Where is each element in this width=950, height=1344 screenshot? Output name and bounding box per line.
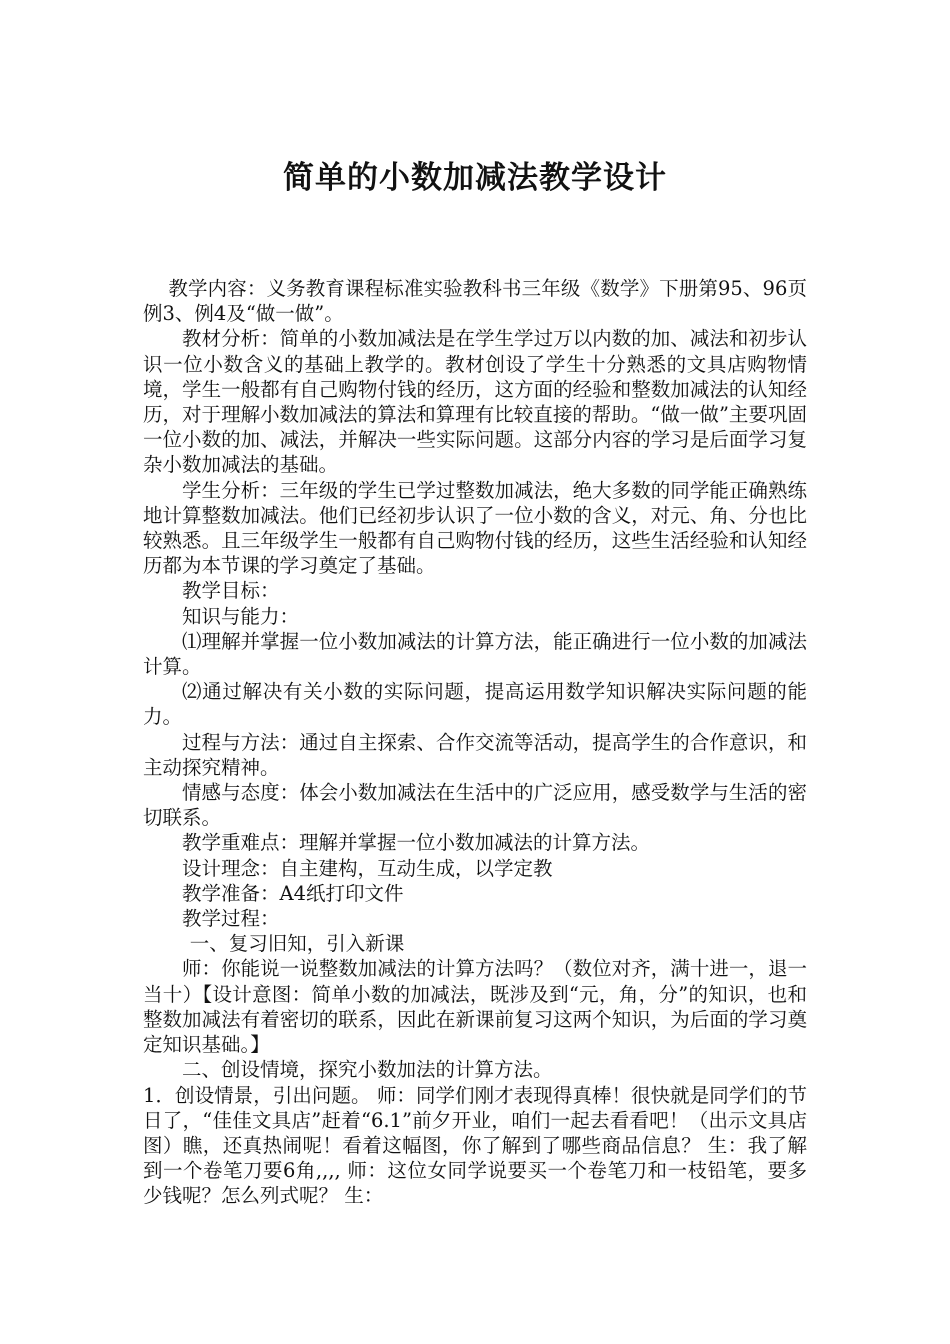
paragraph-emotion-attitude: 情感与态度：体会小数加减法在生活中的广泛应用，感受数学与生活的密切联系。: [143, 781, 807, 830]
paragraph-teaching-process: 教学过程：: [182, 907, 280, 931]
paragraph-process-method: 过程与方法：通过自主探索、合作交流等活动，提高学生的合作意识，和主动探究精神。: [143, 730, 807, 779]
paragraph-section-1: 一、复习旧知，引入新课: [189, 932, 405, 956]
paragraph-goal-1: ⑴理解并掌握一位小数加减法的计算方法，能正确进行一位小数的加减法计算。: [143, 629, 807, 679]
paragraph-section-2: 二、创设情境，探究小数加法的计算方法。: [182, 1058, 553, 1082]
document-title: 简单的小数加减法教学设计: [283, 160, 667, 196]
paragraph-knowledge-ability: 知识与能力：: [182, 604, 300, 628]
paragraph-goal-2: ⑵通过解决有关小数的实际问题，提高运用数学知识解决实际问题的能力。: [143, 680, 807, 729]
paragraph-review: 师：你能说一说整数加减法的计算方法吗？（数位对齐，满十进一，退一当十）【设计意图：简单小数的加减法，既涉及到“元，角，分”的知识，也和整数加减法有着密切的联系，因此在新课前复习这两个知识，为后面的学习奠定知识基础。】: [143, 957, 807, 1057]
paragraph-design-concept: 设计理念：自主建构，互动生成，以学定教: [182, 856, 553, 880]
paragraph-material-analysis: 教材分析：简单的小数加减法是在学生学过万以内数的加、减法和初步认识一位小数含义的基础上教学的。教材创设了学生十分熟悉的文具店购物情境，学生一般都有自己购物付钱的经历，这方面的经验和整数加减法的认知经历，对于理解小数加减法的算法和算理有比较直接的帮助。“做一做”主要巩固一位小数的加、减法，并解决一些实际问题。这部分内容的学习是后面学习复杂小数加减法的基础。: [143, 327, 807, 477]
paragraph-key-points: 教学重难点：理解并掌握一位小数加减法的计算方法。: [182, 831, 651, 855]
paragraph-student-analysis: 学生分析：三年级的学生已学过整数加减法，绝大多数的同学能正确熟练地计算整数加减法。他们已经初步认识了一位小数的含义，对元、角、分也比较熟悉。且三年级学生一般都有自己购物付钱的经历，这些生活经验和认知经历都为本节课的学习奠定了基础。: [143, 478, 807, 578]
paragraph-teaching-goals: 教学目标：: [182, 579, 280, 603]
paragraph-preparation: 教学准备：A4纸打印文件: [182, 881, 404, 905]
document-body: [143, 276, 807, 1209]
paragraph-teaching-content: 教学内容：义务教育课程标准实验教科书三年级《数学》下册第95、96页例3、例4及“做一做”。: [143, 277, 807, 326]
paragraph-scenario: 1．创设情景，引出问题。 师：同学们刚才表现得真棒！很快就是同学们的节日了，“佳佳文具店”赶着“6.1”前夕开业，咱们一起去看看吧！（出示文具店图）瞧，还真热闹呢！看着这幅图，你了解到了哪些商品信息？ 生：我了解到一个卷笔刀要6角,,,, 师：这位女同学说要买一个卷笔刀和一枝铅笔，要多少钱呢？怎么列式呢？ 生：: [143, 1083, 807, 1208]
